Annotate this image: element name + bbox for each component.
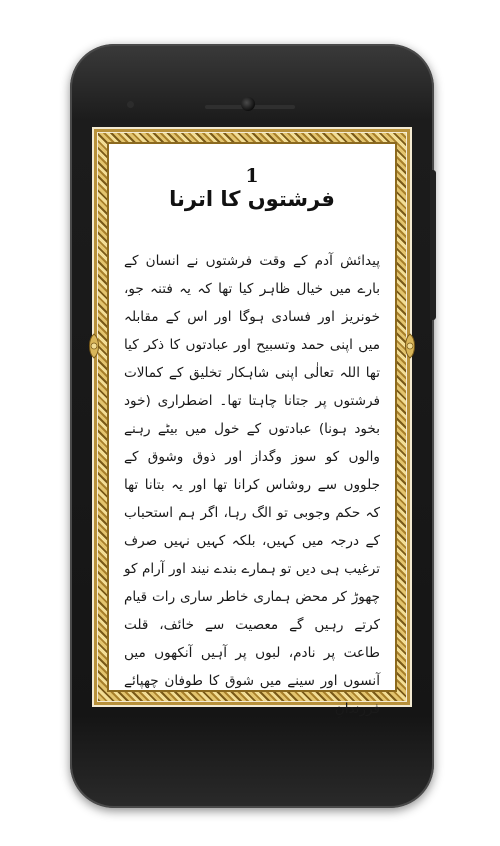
phone-side-button: [430, 170, 436, 320]
chapter-title: فرشتوں کا اترنا: [169, 187, 335, 211]
front-camera: [241, 97, 255, 111]
chapter-body-text: پیدائش آدم کے وقت فرشتوں نے انسان کے بارے میں خیال ظاہر کیا تھا کہ یہ فتنہ جو، خونریز اور فسادی ہوگا اور اس کے مقابلہ میں اپنی حمد وتسبیح اور عبادتوں کا ذکر کیا تھا اللہ تعالٰی اپنی شاہکار تخلیق کے کمالات فرشتوں پر جتانا چاہتا تھا۔ اضطراری (خود بخود ہونا) عبادتوں کے خول میں بیٹے رہنے والوں کو سوز وگداز اور ذوق وشوق کے جلووں سے روشاس کرانا تھا اور یہ بتانا تھا کہ حکم وجوبی تو الگ رہا، اگر ہم استحباب کے درجہ میں کہیں، بلکہ کہیں نہیں صرف ترغیب ہی دیں تو ہمارے بندے نیند اور آرام کو چھوڑ کر محض ہماری خاطر ساری رات قیام کرتے رہیں گے معصیت سے خائف، قلت طاعت پر نادم، لبوں پر آہیں آنکھوں میں آنسوں اور سینے میں شوق کا طوفان چھپائے فرزندانِ: [124, 253, 380, 717]
chapter-number: 1: [245, 165, 259, 187]
right-ornament-icon: [402, 333, 418, 359]
book-page[interactable]: [108, 143, 396, 717]
reader-screen[interactable]: [92, 127, 412, 717]
proximity-sensor: [127, 101, 134, 108]
left-ornament-icon: [86, 333, 102, 359]
